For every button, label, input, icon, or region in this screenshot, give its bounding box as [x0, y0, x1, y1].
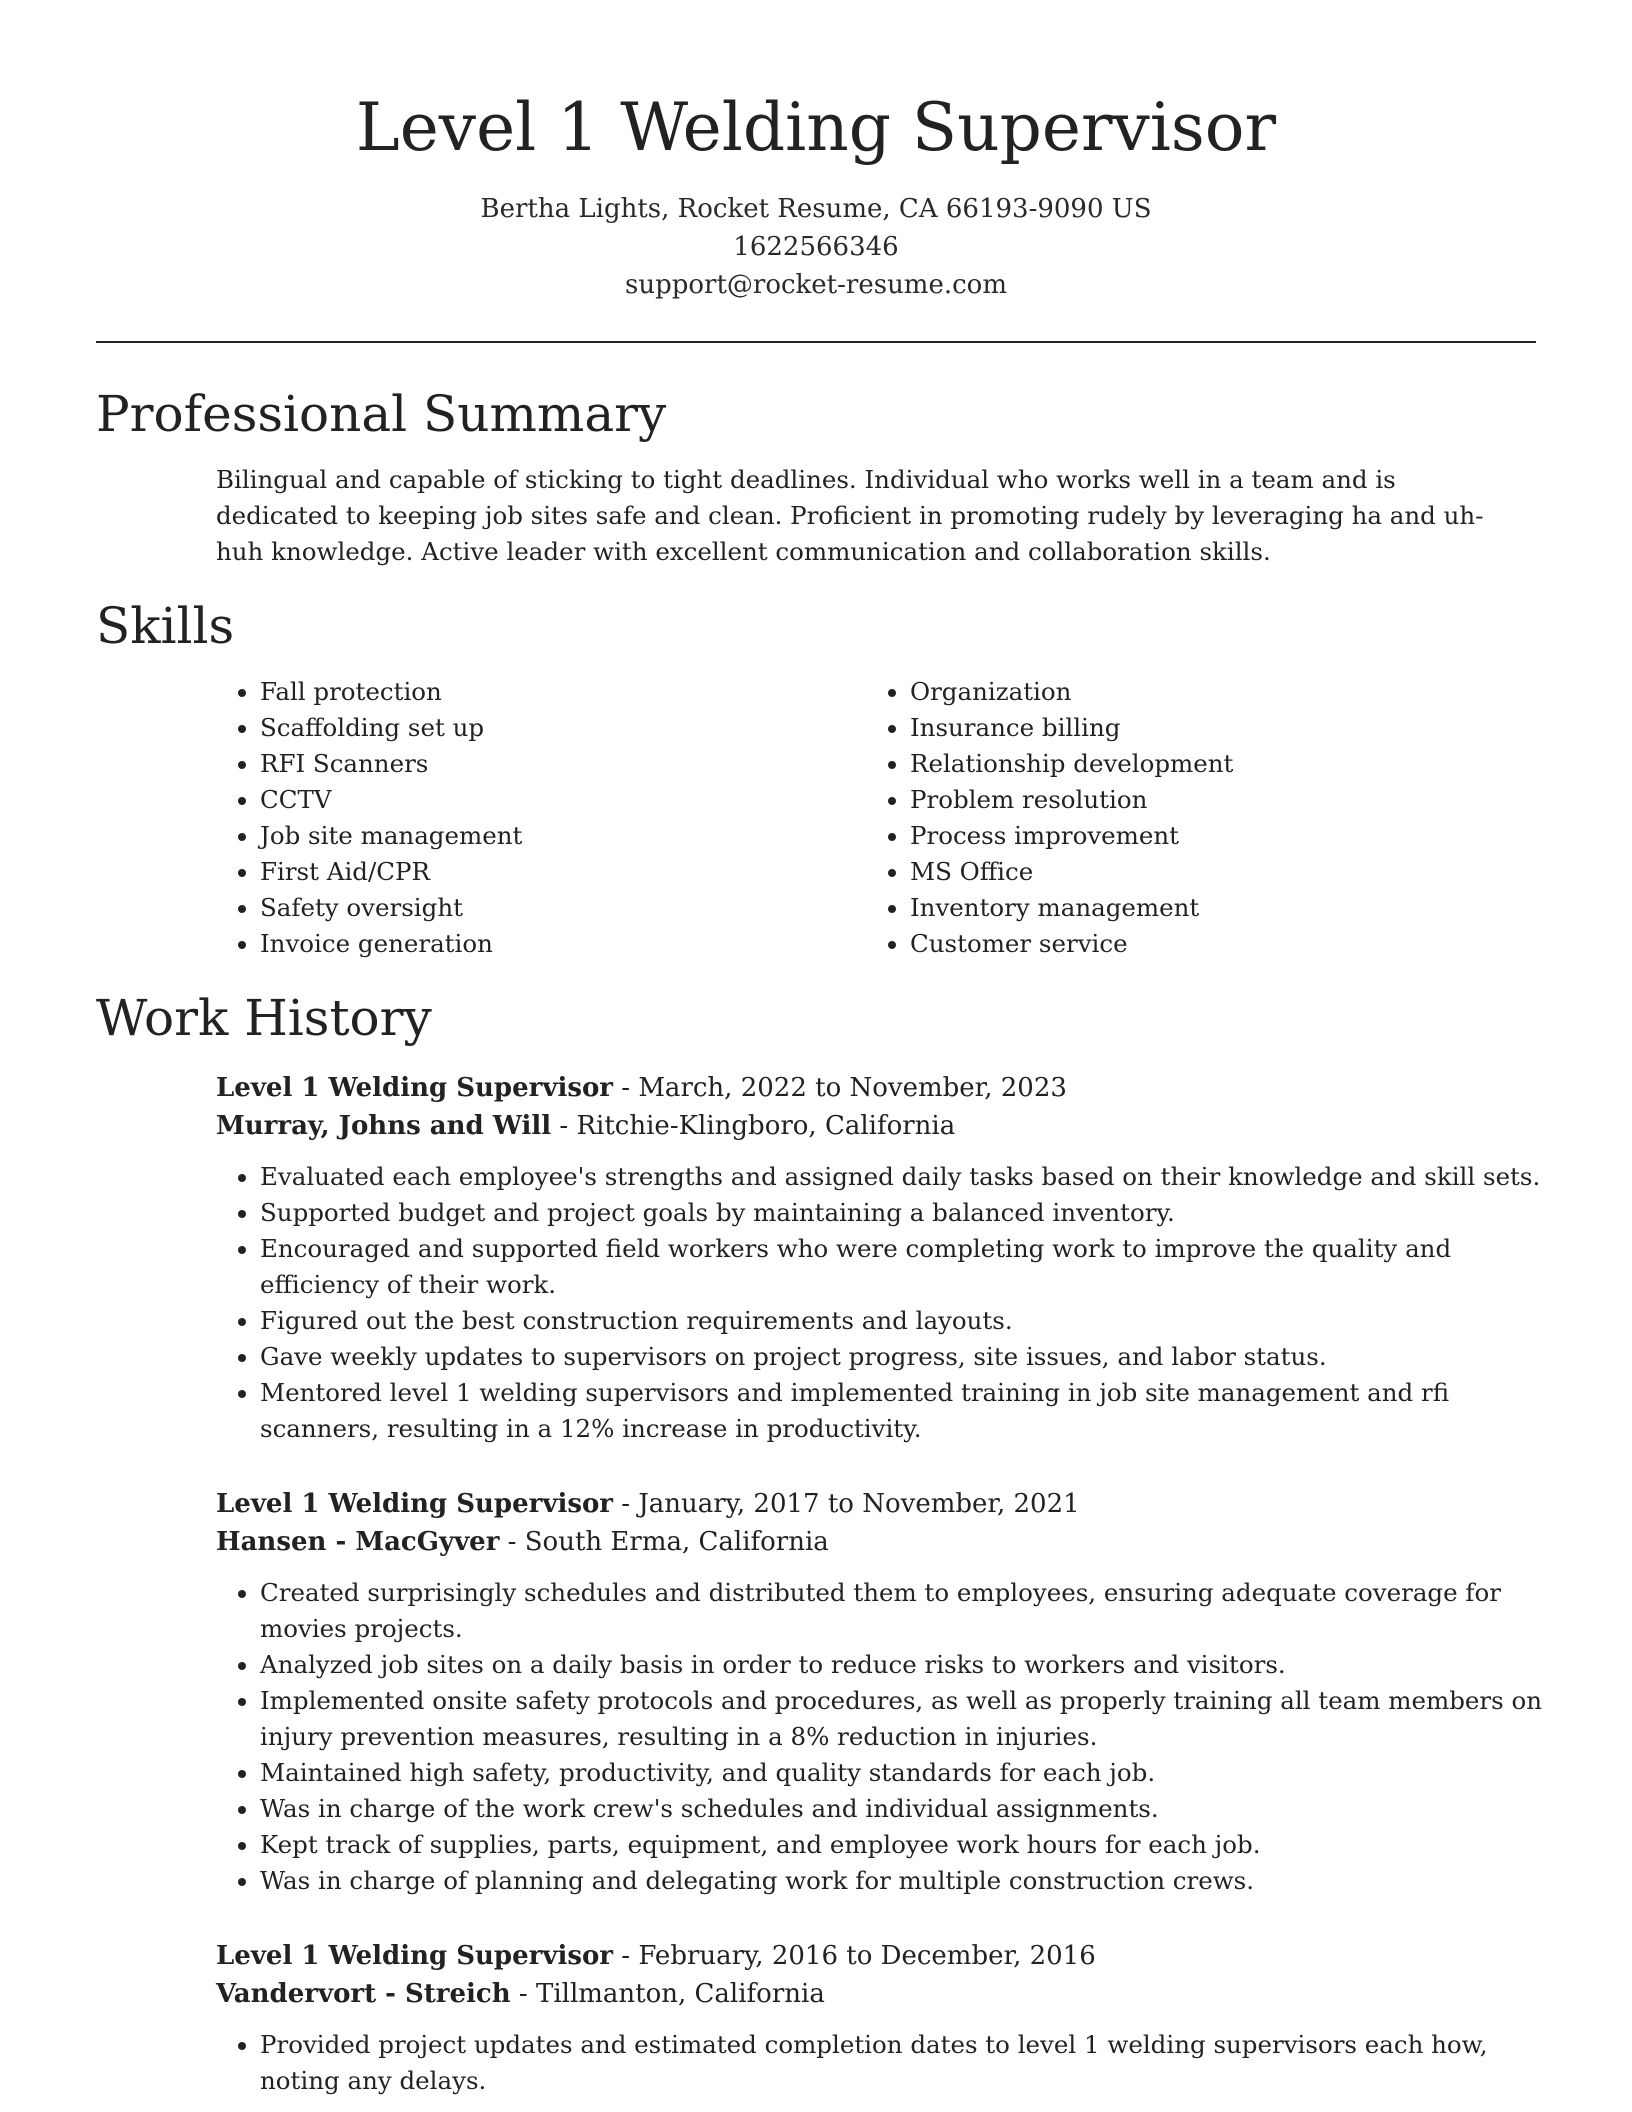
job-company-line — [216, 1523, 1536, 1561]
skill-item: • First Aid/CPR — [260, 854, 866, 890]
resume-header — [0, 0, 1632, 304]
candidate-name: Level 1 Welding Supervisor — [355, 89, 1277, 166]
skill-item: • Organization — [910, 674, 1516, 710]
job-bullet: • Analyzed job sites on a daily basis in order to reduce risks to workers and visitors. — [260, 1647, 1560, 1683]
skill-item: • Inventory management — [910, 890, 1516, 926]
job-bullet: • Mentored level 1 welding supervisors and implemented training in job site management and rfi scanners, resulting in a 12% increase in productivity. — [260, 1375, 1560, 1447]
skill-item: • Process improvement — [910, 818, 1516, 854]
job-bullet: • Provided project updates and estimated completion dates to level 1 welding supervisors each how, noting any delays. — [260, 2027, 1560, 2099]
summary-text: Bilingual and capable of sticking to tight deadlines. Individual who works well in a team and is dedicated to keeping job sites safe and clean. Proficient in promoting rudely by leveraging ha and uh-huh knowledge. Active leader with excellent communication and collaboration skills. — [216, 465, 1484, 566]
skill-item: • RFI Scanners — [260, 746, 866, 782]
job-bullet: • Implemented onsite safety protocols and procedures, as well as properly training all team members on injury prevention measures, resulting in a 8% reduction in injuries. — [260, 1683, 1560, 1755]
skill-item: • Fall protection — [260, 674, 866, 710]
job-company-line — [216, 1975, 1536, 2013]
job-bullet: • Evaluated each employee's strengths and assigned daily tasks based on their knowledge and skill sets. — [260, 1159, 1560, 1195]
contact-email: support@rocket-resume.com — [624, 270, 1007, 300]
skill-item: • Insurance billing — [910, 710, 1516, 746]
job-title: Level 1 Welding Supervisor — [216, 1073, 613, 1103]
job-entry — [216, 1937, 1536, 2099]
job-entry — [216, 1069, 1541, 1447]
job-title: Level 1 Welding Supervisor — [216, 1941, 613, 1971]
job-company: Hansen - MacGyver — [216, 1527, 500, 1557]
skill-item: • Job site management — [260, 818, 866, 854]
job-bullet: • Was in charge of the work crew's schedules and individual assignments. — [260, 1791, 1560, 1827]
job-bullets — [216, 1159, 1560, 1447]
job-dates: - January, 2017 to November, 2021 — [613, 1489, 1080, 1519]
skill-item: • Scaffolding set up — [260, 710, 866, 746]
contact-address: Bertha Lights, Rocket Resume, CA 66193-9090 US — [480, 194, 1152, 224]
job-bullets — [216, 2027, 1560, 2099]
job-title-line — [216, 1937, 1536, 1975]
skill-item: • Relationship development — [910, 746, 1516, 782]
header-divider — [96, 341, 1536, 343]
job-dates: - February, 2016 to December, 2016 — [613, 1941, 1096, 1971]
job-dates: - March, 2022 to November, 2023 — [613, 1073, 1067, 1103]
skills-list — [216, 674, 1536, 962]
work-history-heading: Work History — [96, 989, 432, 1047]
job-title-line — [216, 1069, 1536, 1107]
job-company: Vandervort - Streich — [216, 1979, 511, 2009]
skill-item: • CCTV — [260, 782, 866, 818]
job-bullet: • Encouraged and supported field workers who were completing work to improve the quality and efficiency of their work. — [260, 1231, 1560, 1303]
skill-item: • MS Office — [910, 854, 1516, 890]
skills-column-right — [866, 674, 1516, 962]
job-location: - Tillmanton, California — [510, 1979, 825, 2009]
job-company-line — [216, 1107, 1536, 1145]
job-bullet: • Maintained high safety, productivity, and quality standards for each job. — [260, 1755, 1560, 1791]
skill-item: • Customer service — [910, 926, 1516, 962]
job-bullet: • Figured out the best construction requirements and layouts. — [260, 1303, 1560, 1339]
job-location: - Ritchie-Klingboro, California — [551, 1111, 956, 1141]
job-title-line — [216, 1485, 1536, 1523]
summary-heading: Professional Summary — [96, 385, 667, 443]
job-entry — [216, 1485, 1543, 1899]
contact-phone: 1622566346 — [733, 232, 899, 262]
job-bullet: • Was in charge of planning and delegating work for multiple construction crews. — [260, 1863, 1560, 1899]
skills-column-left — [216, 674, 866, 962]
job-bullet: • Kept track of supplies, parts, equipment, and employee work hours for each job. — [260, 1827, 1560, 1863]
skill-item: • Problem resolution — [910, 782, 1516, 818]
job-bullet: • Created surprisingly schedules and distributed them to employees, ensuring adequate coverage for movies projects. — [260, 1575, 1560, 1647]
job-bullet: • Gave weekly updates to supervisors on project progress, site issues, and labor status. — [260, 1339, 1560, 1375]
job-bullet: • Supported budget and project goals by maintaining a balanced inventory. — [260, 1195, 1560, 1231]
contact-block — [0, 190, 1632, 304]
job-location: - South Erma, California — [499, 1527, 829, 1557]
skill-item: • Safety oversight — [260, 890, 866, 926]
skill-item: • Invoice generation — [260, 926, 866, 962]
job-company: Murray, Johns and Will — [216, 1111, 552, 1141]
skills-heading: Skills — [96, 597, 235, 655]
job-title: Level 1 Welding Supervisor — [216, 1489, 613, 1519]
job-bullets — [216, 1575, 1560, 1899]
